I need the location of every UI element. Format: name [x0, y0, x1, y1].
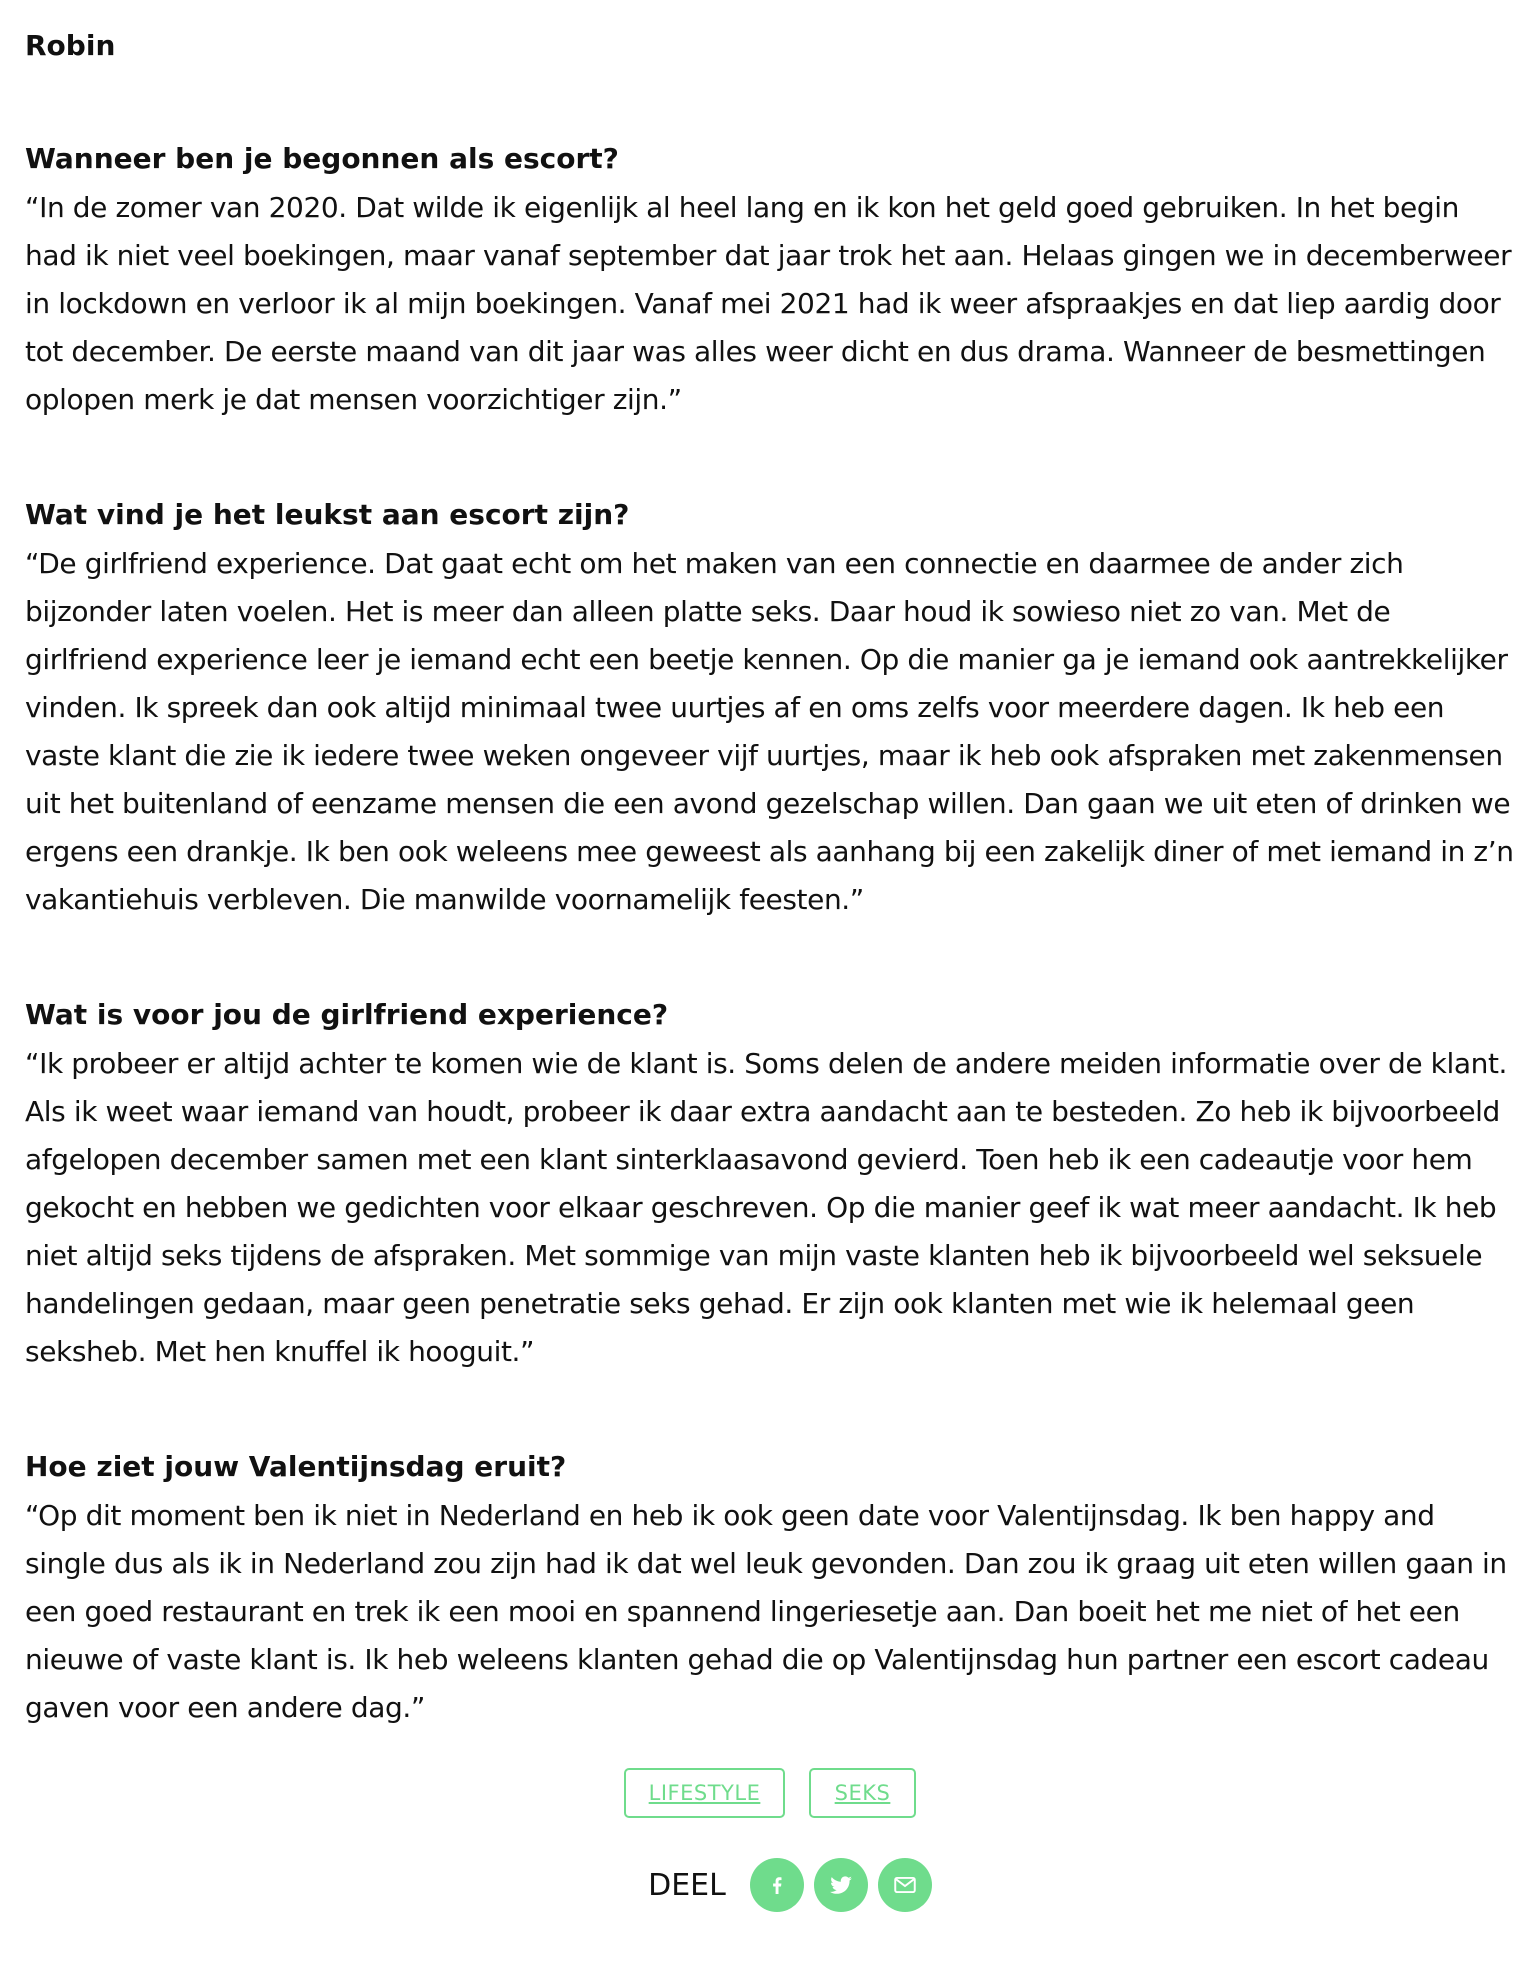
tag-seks[interactable]: SEKS [809, 1768, 916, 1818]
mail-icon [892, 1872, 918, 1898]
qa-block [25, 1442, 1515, 1732]
share-label: DEEL [648, 1867, 726, 1903]
qa-block [25, 990, 1515, 1376]
author-name: Robin [25, 29, 116, 62]
answer-paragraph: “Ik probeer er altijd achter te komen wie de klant is. Soms delen de andere meiden informatie over de klant. Als ik weet waar iemand van houdt, probeer ik daar extra aandacht aan te besteden. Zo heb ik bijvoorbeeld afgelopen december samen met een klant sinterklaasavond gevierd. Toen heb ik een cadeautje voor hem gekocht en hebben we gedichten voor elkaar geschreven. Op die manier geef ik wat meer aandacht. Ik heb niet altijd seks tijdens de afspraken. Met sommige van mijn vaste klanten heb ik bijvoorbeeld wel seksuele handelingen gedaan, maar geen penetratie seks gehad. Er zijn ook klanten met wie ik helemaal geen seksheb. Met hen knuffel ik hooguit.” [25, 1047, 1508, 1368]
tag-lifestyle[interactable]: LIFESTYLE [624, 1768, 785, 1818]
share-mail-button[interactable] [878, 1858, 932, 1912]
qa-block [25, 490, 1515, 924]
question-heading: Hoe ziet jouw Valentijnsdag eruit? [25, 1450, 567, 1483]
facebook-icon [765, 1873, 789, 1897]
article-body [25, 24, 1515, 1732]
question-heading: Wat is voor jou de girlfriend experience? [25, 998, 669, 1031]
answer-paragraph: “Op dit moment ben ik niet in Nederland en heb ik ook geen date voor Valentijnsdag. Ik ben happy and single dus als ik in Nederland zou zijn had ik dat wel leuk gevonden. Dan zou ik graag uit eten willen gaan in een goed restaurant en trek ik een mooi en spannend lingeriesetje aan. Dan boeit het me niet of het een nieuwe of vaste klant is. Ik heb weleens klanten gehad die op Valentijnsdag hun partner een escort cadeau gaven voor een andere dag.” [25, 1499, 1507, 1724]
share-facebook-button[interactable] [750, 1858, 804, 1912]
question-heading: Wanneer ben je begonnen als escort? [25, 142, 619, 175]
answer-paragraph: “In de zomer van 2020. Dat wilde ik eigenlijk al heel lang en ik kon het geld goed gebruiken. In het begin had ik niet veel boekingen, maar vanaf september dat jaar trok het aan. Helaas gingen we in decemberweer in lockdown en verloor ik al mijn boekingen. Vanaf mei 2021 had ik weer afspraakjes en dat liep aardig door tot december. De eerste maand van dit jaar was alles weer dicht en dus drama. Wanneer de besmettingen oplopen merk je dat mensen voorzichtiger zijn.” [25, 191, 1512, 416]
share-bar [0, 1858, 1540, 1912]
qa-block [25, 134, 1515, 424]
share-twitter-button[interactable] [814, 1858, 868, 1912]
tag-list [0, 1768, 1540, 1818]
answer-paragraph: “De girlfriend experience. Dat gaat echt om het maken van een connectie en daarmee de ander zich bijzonder laten voelen. Het is meer dan alleen platte seks. Daar houd ik sowieso niet zo van. Met de girlfriend experience leer je iemand echt een beetje kennen. Op die manier ga je iemand ook aantrekkelijker vinden. Ik spreek dan ook altijd minimaal twee uurtjes af en oms zelfs voor meerdere dagen. Ik heb een vaste klant die zie ik iedere twee weken ongeveer vijf uurtjes, maar ik heb ook afspraken met zakenmensen uit het buitenland of eenzame mensen die een avond gezelschap willen. Dan gaan we uit eten of drinken we ergens een drankje. Ik ben ook weleens mee geweest als aanhang bij een zakelijk diner of met iemand in z’n vakantiehuis verbleven. Die manwilde voornamelijk feesten.” [25, 547, 1514, 916]
twitter-icon [828, 1872, 854, 1898]
question-heading: Wat vind je het leukst aan escort zijn? [25, 498, 630, 531]
